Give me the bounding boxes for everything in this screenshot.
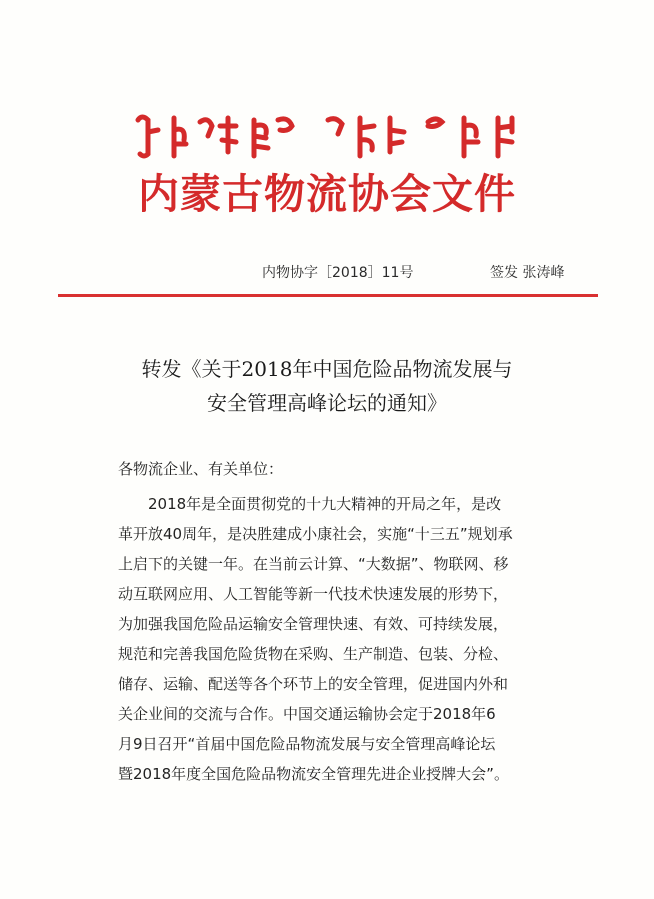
body-line: 规范和完善我国危险货物在采购、生产制造、包装、分检、: [118, 645, 509, 663]
salutation: 各物流企业、有关单位：: [118, 460, 284, 478]
body-line: 暨2018年度全国危险品物流安全管理先进企业授牌大会”。: [118, 765, 509, 783]
body-line: 上启下的关键一年。在当前云计算、“大数据”、物联网、移: [118, 555, 509, 573]
document-title-line-1: 转发《关于2018年中国危险品物流发展与: [141, 357, 513, 381]
document-title-line-2: 安全管理高峰论坛的通知》: [207, 391, 447, 415]
issuing-org-title: 内蒙古物流协会文件: [138, 170, 516, 218]
signer: 签发 张涛峰: [490, 265, 565, 281]
body-line: 动互联网应用、人工智能等新一代技术快速发展的形势下，: [118, 585, 509, 603]
body-line: 关企业间的交流与合作。中国交通运输协会定于2018年6: [118, 705, 496, 723]
body-line: 革开放40周年，是决胜建成小康社会，实施“十三五”规划承: [118, 525, 513, 543]
body-line: 月9日召开“首届中国危险品物流发展与安全管理高峰论坛: [118, 735, 496, 753]
body-line: 为加强我国危险品运输安全管理快速、有效、可持续发展，: [118, 615, 509, 633]
document-meta-row: [0, 262, 654, 284]
body-paragraph: [118, 489, 568, 789]
red-separator-line: [58, 294, 598, 297]
body-line: 储存、运输、配送等各个环节上的安全管理，促进国内外和: [118, 675, 509, 693]
document-number: 内物协字［2018］11号: [262, 265, 414, 281]
document-title: [0, 352, 654, 420]
body-line: 2018年是全面贯彻党的十九大精神的开局之年，是改: [148, 495, 502, 513]
mongolian-script-heading: [128, 112, 528, 162]
